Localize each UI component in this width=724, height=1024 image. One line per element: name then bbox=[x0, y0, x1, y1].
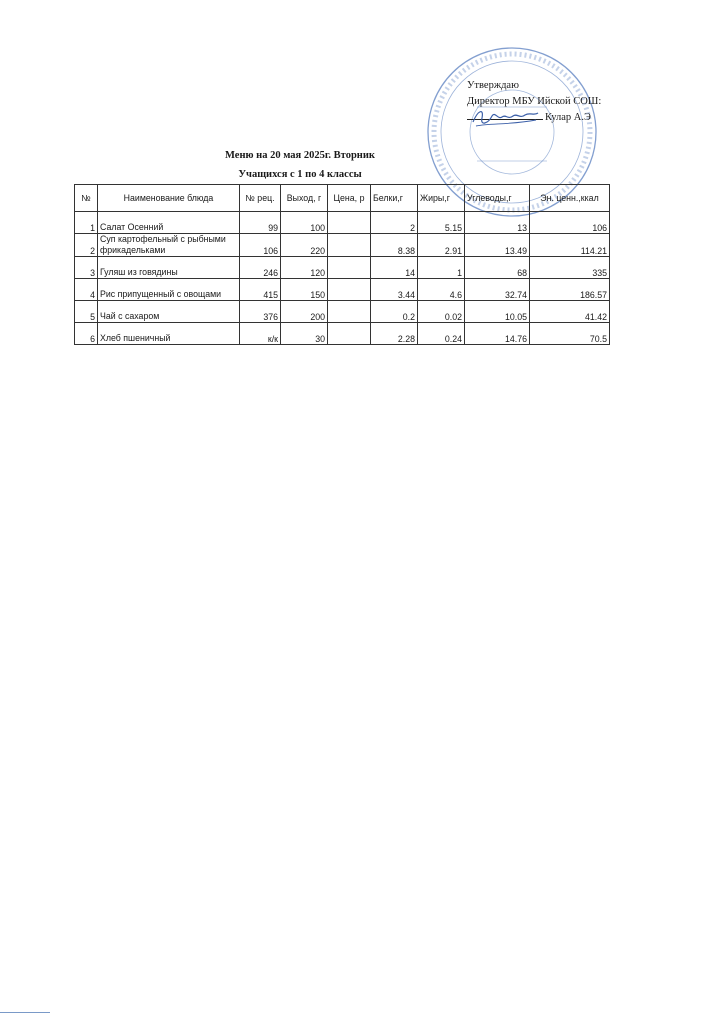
row-dish-name: Чай с сахаром bbox=[98, 301, 240, 323]
director-name: Кулар А.Э bbox=[545, 112, 591, 123]
row-output: 220 bbox=[281, 234, 328, 257]
row-price bbox=[328, 301, 371, 323]
row-dish-name: Салат Осенний bbox=[98, 212, 240, 234]
menu-table bbox=[74, 184, 610, 345]
row-protein: 2 bbox=[371, 212, 418, 234]
row-energy: 114.21 bbox=[530, 234, 610, 257]
row-recipe: 415 bbox=[240, 279, 281, 301]
row-price bbox=[328, 234, 371, 257]
row-carbs: 13 bbox=[465, 212, 530, 234]
row-energy: 41.42 bbox=[530, 301, 610, 323]
row-protein: 2.28 bbox=[371, 323, 418, 345]
row-carbs: 32.74 bbox=[465, 279, 530, 301]
row-dish-name: Рис припущенный с овощами bbox=[98, 279, 240, 301]
row-output: 150 bbox=[281, 279, 328, 301]
row-dish-name: Гуляш из говядины bbox=[98, 257, 240, 279]
row-fat: 2.91 bbox=[418, 234, 465, 257]
table-row bbox=[75, 212, 610, 234]
row-price bbox=[328, 212, 371, 234]
menu-title: Меню на 20 мая 2025г. Вторник bbox=[225, 150, 375, 161]
header-price: Цена, р bbox=[328, 185, 371, 212]
row-num: 2 bbox=[75, 234, 98, 257]
row-fat: 0.24 bbox=[418, 323, 465, 345]
row-carbs: 13.49 bbox=[465, 234, 530, 257]
row-recipe: к/к bbox=[240, 323, 281, 345]
table-row bbox=[75, 323, 610, 345]
row-price bbox=[328, 279, 371, 301]
table-row bbox=[75, 257, 610, 279]
header-recipe: № рец. bbox=[240, 185, 281, 212]
row-fat: 5.15 bbox=[418, 212, 465, 234]
row-num: 1 bbox=[75, 212, 98, 234]
row-price bbox=[328, 323, 371, 345]
header-fat: Жиры,г bbox=[418, 185, 465, 212]
row-num: 6 bbox=[75, 323, 98, 345]
director-title: Директор МБУ Ийской СОШ: bbox=[467, 96, 602, 107]
row-energy: 186.57 bbox=[530, 279, 610, 301]
handwritten-signature-icon bbox=[470, 104, 540, 130]
row-dish-name: Хлеб пшеничный bbox=[98, 323, 240, 345]
row-dish-name: Суп картофельный с рыбными фрикадельками bbox=[98, 234, 240, 257]
header-num: № bbox=[75, 185, 98, 212]
row-energy: 106 bbox=[530, 212, 610, 234]
row-fat: 1 bbox=[418, 257, 465, 279]
row-recipe: 376 bbox=[240, 301, 281, 323]
approval-label: Утверждаю bbox=[467, 80, 519, 91]
row-num: 3 bbox=[75, 257, 98, 279]
table-row bbox=[75, 301, 610, 323]
row-fat: 0.02 bbox=[418, 301, 465, 323]
header-carbs: Углеводы,г bbox=[465, 185, 530, 212]
header-protein: Белки,г bbox=[371, 185, 418, 212]
row-recipe: 246 bbox=[240, 257, 281, 279]
table-row bbox=[75, 279, 610, 301]
header-output: Выход, г bbox=[281, 185, 328, 212]
row-protein: 8.38 bbox=[371, 234, 418, 257]
header-dish-name: Наименование блюда bbox=[98, 185, 240, 212]
row-protein: 0.2 bbox=[371, 301, 418, 323]
row-carbs: 68 bbox=[465, 257, 530, 279]
row-recipe: 99 bbox=[240, 212, 281, 234]
row-num: 5 bbox=[75, 301, 98, 323]
header-energy: Эн. ценн.,ккал bbox=[530, 185, 610, 212]
row-price bbox=[328, 257, 371, 279]
row-recipe: 106 bbox=[240, 234, 281, 257]
scan-edge-mark bbox=[0, 1012, 50, 1013]
row-protein: 14 bbox=[371, 257, 418, 279]
row-energy: 70.5 bbox=[530, 323, 610, 345]
row-energy: 335 bbox=[530, 257, 610, 279]
menu-subtitle: Учащихся с 1 по 4 классы bbox=[238, 169, 362, 180]
row-protein: 3.44 bbox=[371, 279, 418, 301]
row-fat: 4.6 bbox=[418, 279, 465, 301]
row-num: 4 bbox=[75, 279, 98, 301]
row-carbs: 14.76 bbox=[465, 323, 530, 345]
row-output: 100 bbox=[281, 212, 328, 234]
row-output: 30 bbox=[281, 323, 328, 345]
table-row bbox=[75, 234, 610, 257]
table-header-row bbox=[75, 185, 610, 212]
row-carbs: 10.05 bbox=[465, 301, 530, 323]
row-output: 120 bbox=[281, 257, 328, 279]
row-output: 200 bbox=[281, 301, 328, 323]
